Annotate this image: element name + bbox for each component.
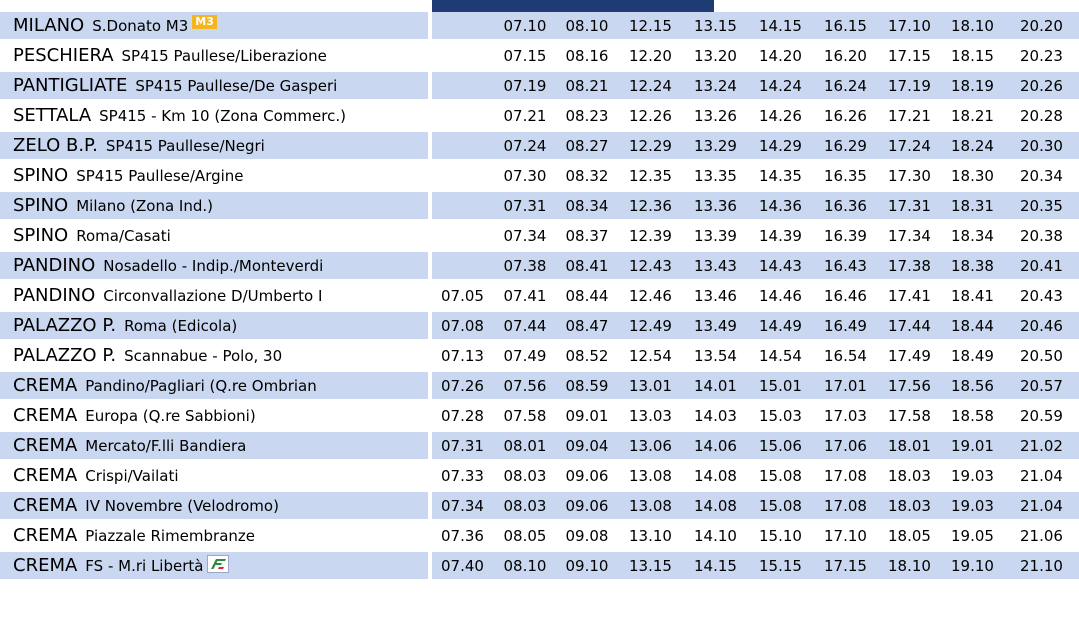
departure-time: 12.20 <box>618 42 683 72</box>
departure-time: 09.04 <box>556 432 618 462</box>
departure-time: 12.54 <box>618 342 683 372</box>
departure-time: 15.01 <box>748 372 813 402</box>
stop-town: PANDINO <box>13 285 96 306</box>
departure-time: 20.50 <box>1004 342 1079 372</box>
departure-time <box>432 252 494 282</box>
departure-time: 08.03 <box>494 462 556 492</box>
timetable-row <box>0 42 1079 72</box>
stop-cell <box>0 432 428 462</box>
departure-time: 17.31 <box>878 192 941 222</box>
stop-town: PANDINO <box>13 255 96 276</box>
departure-time: 16.35 <box>813 162 878 192</box>
departure-time: 18.03 <box>878 462 941 492</box>
departure-time: 12.39 <box>618 222 683 252</box>
stop-town: SPINO <box>13 165 69 186</box>
departure-time: 15.03 <box>748 402 813 432</box>
departure-time: 17.41 <box>878 282 941 312</box>
departure-time: 08.37 <box>556 222 618 252</box>
stop-cell <box>0 372 428 402</box>
stop-address: Crispi/Vailati <box>85 467 179 485</box>
departure-time: 20.30 <box>1004 132 1079 162</box>
departure-time: 16.26 <box>813 102 878 132</box>
departure-time: 20.20 <box>1004 12 1079 42</box>
stop-address: Roma/Casati <box>76 227 171 245</box>
timetable-row <box>0 132 1079 162</box>
departure-time: 20.35 <box>1004 192 1079 222</box>
departure-time: 18.49 <box>941 342 1004 372</box>
departure-time: 17.08 <box>813 492 878 522</box>
departure-time: 18.44 <box>941 312 1004 342</box>
departure-time: 14.35 <box>748 162 813 192</box>
departure-time: 16.24 <box>813 72 878 102</box>
departure-time: 14.08 <box>683 492 748 522</box>
timetable-row <box>0 312 1079 342</box>
departure-time: 17.49 <box>878 342 941 372</box>
departure-time: 07.30 <box>494 162 556 192</box>
departure-time: 15.10 <box>748 522 813 552</box>
departure-time: 18.58 <box>941 402 1004 432</box>
departure-time: 19.05 <box>941 522 1004 552</box>
stop-cell <box>0 492 428 522</box>
timetable-row <box>0 72 1079 102</box>
departure-time: 13.46 <box>683 282 748 312</box>
departure-time: 20.43 <box>1004 282 1079 312</box>
stop-town: CREMA <box>13 465 78 486</box>
departure-time: 13.49 <box>683 312 748 342</box>
departure-time: 14.20 <box>748 42 813 72</box>
departure-time <box>432 162 494 192</box>
timetable-row <box>0 432 1079 462</box>
departure-time: 13.20 <box>683 42 748 72</box>
departure-time: 21.04 <box>1004 462 1079 492</box>
departure-time: 16.43 <box>813 252 878 282</box>
departure-time <box>432 132 494 162</box>
departure-time: 20.34 <box>1004 162 1079 192</box>
stop-town: CREMA <box>13 375 78 396</box>
stop-town: SPINO <box>13 225 69 246</box>
stop-cell <box>0 282 428 312</box>
stop-town: CREMA <box>13 525 78 546</box>
departure-time: 13.43 <box>683 252 748 282</box>
departure-time: 21.04 <box>1004 492 1079 522</box>
departure-time: 09.10 <box>556 552 618 579</box>
departure-time: 18.15 <box>941 42 1004 72</box>
departure-time: 16.39 <box>813 222 878 252</box>
stop-address: Mercato/F.lli Bandiera <box>85 437 247 455</box>
departure-time: 14.06 <box>683 432 748 462</box>
timetable-row <box>0 552 1079 579</box>
departure-time: 20.41 <box>1004 252 1079 282</box>
stop-cell <box>0 192 428 222</box>
departure-time: 07.19 <box>494 72 556 102</box>
stop-cell <box>0 342 428 372</box>
stop-address: SP415 Paullese/De Gasperi <box>135 77 338 95</box>
stop-address: SP415 Paullese/Argine <box>76 167 244 185</box>
timetable-row <box>0 372 1079 402</box>
departure-time: 07.58 <box>494 402 556 432</box>
departure-time: 13.26 <box>683 102 748 132</box>
departure-time: 18.34 <box>941 222 1004 252</box>
departure-time: 12.26 <box>618 102 683 132</box>
departure-time: 14.54 <box>748 342 813 372</box>
timetable-row <box>0 222 1079 252</box>
departure-time: 12.29 <box>618 132 683 162</box>
departure-time: 14.15 <box>683 552 748 579</box>
departure-time: 18.05 <box>878 522 941 552</box>
departure-time: 13.08 <box>618 492 683 522</box>
departure-time: 13.06 <box>618 432 683 462</box>
departure-time: 07.56 <box>494 372 556 402</box>
stop-address: SP415 Paullese/Negri <box>105 137 265 155</box>
stop-cell <box>0 72 428 102</box>
departure-time: 17.15 <box>878 42 941 72</box>
departure-time: 21.10 <box>1004 552 1079 579</box>
departure-time: 08.03 <box>494 492 556 522</box>
stop-town: PESCHIERA <box>13 45 114 66</box>
departure-time: 18.41 <box>941 282 1004 312</box>
departure-time: 17.08 <box>813 462 878 492</box>
departure-time: 17.56 <box>878 372 941 402</box>
departure-time: 19.03 <box>941 492 1004 522</box>
stop-town: CREMA <box>13 435 78 456</box>
stop-town: SPINO <box>13 195 69 216</box>
stop-address: FS - M.ri Libertà <box>85 556 204 575</box>
stop-address: S.Donato M3 <box>92 17 189 35</box>
stop-address: Circonvallazione D/Umberto I <box>103 287 323 305</box>
stop-cell <box>0 222 428 252</box>
departure-time: 17.10 <box>878 12 941 42</box>
departure-time: 15.08 <box>748 492 813 522</box>
departure-time: 16.29 <box>813 132 878 162</box>
departure-time: 07.40 <box>432 552 494 579</box>
departure-time: 17.15 <box>813 552 878 579</box>
departure-time: 08.47 <box>556 312 618 342</box>
departure-time: 17.10 <box>813 522 878 552</box>
stop-town: SETTALA <box>13 105 92 126</box>
departure-time: 18.56 <box>941 372 1004 402</box>
stop-town: CREMA <box>13 554 78 576</box>
departure-time: 08.32 <box>556 162 618 192</box>
stop-cell <box>0 252 428 282</box>
stop-cell <box>0 402 428 432</box>
departure-time: 17.19 <box>878 72 941 102</box>
departure-time: 20.23 <box>1004 42 1079 72</box>
departure-time: 14.43 <box>748 252 813 282</box>
departure-time: 17.21 <box>878 102 941 132</box>
departure-time: 18.19 <box>941 72 1004 102</box>
departure-time: 20.59 <box>1004 402 1079 432</box>
metro-badge: M3 <box>192 15 217 29</box>
departure-time: 07.21 <box>494 102 556 132</box>
departure-time: 20.46 <box>1004 312 1079 342</box>
departure-time: 07.24 <box>494 132 556 162</box>
departure-time: 17.03 <box>813 402 878 432</box>
departure-time: 18.30 <box>941 162 1004 192</box>
departure-time: 17.58 <box>878 402 941 432</box>
timetable-row <box>0 402 1079 432</box>
departure-time: 21.06 <box>1004 522 1079 552</box>
departure-time: 13.35 <box>683 162 748 192</box>
departure-time: 09.01 <box>556 402 618 432</box>
departure-time <box>432 102 494 132</box>
departure-time: 16.46 <box>813 282 878 312</box>
stop-cell <box>0 12 428 42</box>
stop-cell <box>0 552 428 579</box>
departure-time: 14.29 <box>748 132 813 162</box>
stop-cell <box>0 102 428 132</box>
departure-time: 12.43 <box>618 252 683 282</box>
departure-time: 14.36 <box>748 192 813 222</box>
timetable-row <box>0 342 1079 372</box>
stop-cell <box>0 312 428 342</box>
departure-time: 07.10 <box>494 12 556 42</box>
stop-address: Piazzale Rimembranze <box>85 527 256 545</box>
departure-time: 14.49 <box>748 312 813 342</box>
departure-time: 08.34 <box>556 192 618 222</box>
departure-time: 07.26 <box>432 372 494 402</box>
departure-time: 14.03 <box>683 402 748 432</box>
departure-time: 14.46 <box>748 282 813 312</box>
stop-town: PALAZZO P. <box>13 315 117 336</box>
timetable-row <box>0 162 1079 192</box>
stop-address: Pandino/Pagliari (Q.re Ombrian <box>85 377 317 395</box>
stop-cell <box>0 462 428 492</box>
departure-time: 16.20 <box>813 42 878 72</box>
departure-time: 15.15 <box>748 552 813 579</box>
departure-time: 07.33 <box>432 462 494 492</box>
departure-time: 20.57 <box>1004 372 1079 402</box>
stop-town: CREMA <box>13 405 78 426</box>
departure-time: 07.49 <box>494 342 556 372</box>
departure-time: 14.39 <box>748 222 813 252</box>
departure-time: 08.52 <box>556 342 618 372</box>
departure-time: 09.06 <box>556 492 618 522</box>
departure-time: 17.30 <box>878 162 941 192</box>
departure-time: 08.59 <box>556 372 618 402</box>
departure-time: 20.38 <box>1004 222 1079 252</box>
departure-time: 12.49 <box>618 312 683 342</box>
departure-time: 07.05 <box>432 282 494 312</box>
departure-time <box>432 72 494 102</box>
departure-time: 15.08 <box>748 462 813 492</box>
stop-address: Scannabue - Polo, 30 <box>124 347 283 365</box>
departure-time: 08.21 <box>556 72 618 102</box>
departure-time: 14.15 <box>748 12 813 42</box>
stop-cell <box>0 162 428 192</box>
departure-time: 13.54 <box>683 342 748 372</box>
departure-time <box>432 222 494 252</box>
departure-time: 14.24 <box>748 72 813 102</box>
departure-time: 18.01 <box>878 432 941 462</box>
departure-time: 18.24 <box>941 132 1004 162</box>
stop-address: Europa (Q.re Sabbioni) <box>85 407 256 425</box>
departure-time: 08.16 <box>556 42 618 72</box>
departure-time: 07.31 <box>494 192 556 222</box>
departure-time: 07.28 <box>432 402 494 432</box>
departure-time: 20.28 <box>1004 102 1079 132</box>
departure-time: 14.01 <box>683 372 748 402</box>
departure-time: 16.15 <box>813 12 878 42</box>
departure-time: 08.10 <box>556 12 618 42</box>
train-logo-icon <box>207 555 229 577</box>
departure-time: 12.35 <box>618 162 683 192</box>
departure-time: 12.36 <box>618 192 683 222</box>
stop-address: Roma (Edicola) <box>124 317 238 335</box>
departure-time: 07.36 <box>432 522 494 552</box>
timetable-row <box>0 102 1079 132</box>
departure-time: 13.36 <box>683 192 748 222</box>
departure-time: 18.38 <box>941 252 1004 282</box>
departure-time: 07.31 <box>432 432 494 462</box>
stop-address: Milano (Zona Ind.) <box>76 197 213 215</box>
departure-time: 08.01 <box>494 432 556 462</box>
stop-town: ZELO B.P. <box>13 135 98 156</box>
departure-time: 12.24 <box>618 72 683 102</box>
departure-time: 18.10 <box>878 552 941 579</box>
departure-time: 07.08 <box>432 312 494 342</box>
departure-time: 16.54 <box>813 342 878 372</box>
departure-time: 07.44 <box>494 312 556 342</box>
departure-time: 07.34 <box>432 492 494 522</box>
departure-time: 13.15 <box>618 552 683 579</box>
departure-time: 16.49 <box>813 312 878 342</box>
stop-town: CREMA <box>13 495 78 516</box>
stop-address: SP415 Paullese/Liberazione <box>121 47 327 65</box>
timetable-row <box>0 192 1079 222</box>
departure-time: 09.06 <box>556 462 618 492</box>
departure-time: 12.15 <box>618 12 683 42</box>
departure-time: 08.05 <box>494 522 556 552</box>
departure-time: 13.03 <box>618 402 683 432</box>
departure-time: 13.08 <box>618 462 683 492</box>
departure-time: 07.41 <box>494 282 556 312</box>
departure-time: 13.15 <box>683 12 748 42</box>
departure-time: 14.26 <box>748 102 813 132</box>
timetable-row <box>0 492 1079 522</box>
stop-town: PANTIGLIATE <box>13 75 128 96</box>
departure-time: 20.26 <box>1004 72 1079 102</box>
departure-time: 07.13 <box>432 342 494 372</box>
departure-time: 08.44 <box>556 282 618 312</box>
departure-time: 17.38 <box>878 252 941 282</box>
departure-time: 17.06 <box>813 432 878 462</box>
departure-time: 13.29 <box>683 132 748 162</box>
departure-time: 17.34 <box>878 222 941 252</box>
departure-time: 08.41 <box>556 252 618 282</box>
departure-time: 09.08 <box>556 522 618 552</box>
departure-time: 19.01 <box>941 432 1004 462</box>
departure-time: 21.02 <box>1004 432 1079 462</box>
departure-time: 13.01 <box>618 372 683 402</box>
departure-time: 18.21 <box>941 102 1004 132</box>
departure-time: 13.39 <box>683 222 748 252</box>
departure-time: 14.10 <box>683 522 748 552</box>
stop-town: PALAZZO P. <box>13 345 117 366</box>
departure-time <box>432 12 494 42</box>
stop-address: IV Novembre (Velodromo) <box>85 497 279 515</box>
departure-time: 16.36 <box>813 192 878 222</box>
timetable-row <box>0 462 1079 492</box>
stop-town: MILANO <box>13 15 85 36</box>
stop-cell <box>0 522 428 552</box>
departure-time: 08.10 <box>494 552 556 579</box>
departure-time: 12.46 <box>618 282 683 312</box>
departure-time: 19.10 <box>941 552 1004 579</box>
departure-time: 14.08 <box>683 462 748 492</box>
departure-time: 13.24 <box>683 72 748 102</box>
departure-time: 15.06 <box>748 432 813 462</box>
stop-cell <box>0 132 428 162</box>
header-band <box>432 0 714 12</box>
timetable-row <box>0 12 1079 42</box>
departure-time: 07.34 <box>494 222 556 252</box>
timetable <box>0 12 1079 579</box>
timetable-row <box>0 282 1079 312</box>
departure-time: 07.15 <box>494 42 556 72</box>
departure-time: 18.10 <box>941 12 1004 42</box>
departure-time: 18.31 <box>941 192 1004 222</box>
departure-time: 08.23 <box>556 102 618 132</box>
departure-time: 18.03 <box>878 492 941 522</box>
departure-time: 19.03 <box>941 462 1004 492</box>
departure-time: 17.44 <box>878 312 941 342</box>
departure-time: 08.27 <box>556 132 618 162</box>
departure-time <box>432 42 494 72</box>
stop-address: SP415 - Km 10 (Zona Commerc.) <box>99 107 346 125</box>
departure-time: 13.10 <box>618 522 683 552</box>
departure-time: 17.24 <box>878 132 941 162</box>
timetable-row <box>0 252 1079 282</box>
departure-time: 07.38 <box>494 252 556 282</box>
departure-time <box>432 192 494 222</box>
stop-cell <box>0 42 428 72</box>
stop-address: Nosadello - Indip./Monteverdi <box>103 257 324 275</box>
departure-time: 17.01 <box>813 372 878 402</box>
timetable-row <box>0 522 1079 552</box>
